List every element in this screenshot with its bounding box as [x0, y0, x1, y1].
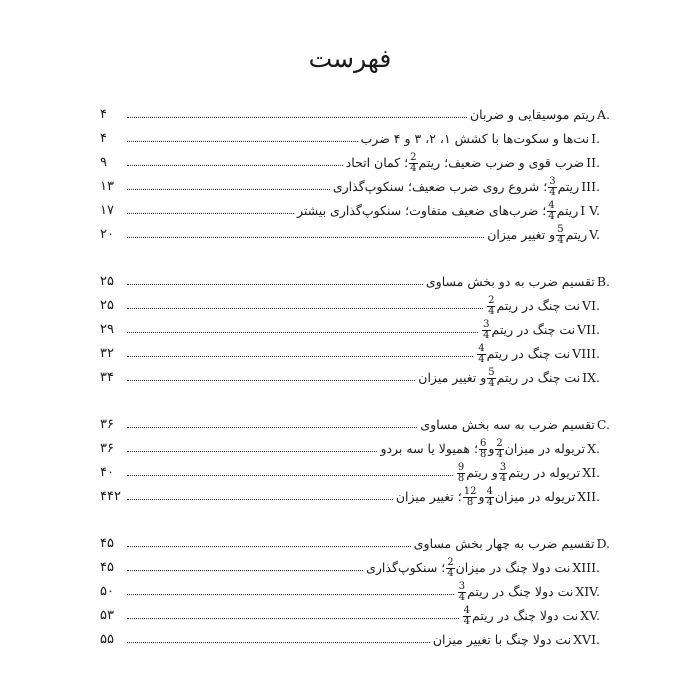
toc-page-number: ۴۵ [100, 536, 114, 551]
toc-entry-number: III. [581, 179, 600, 194]
time-signature-numerator: 3 [458, 581, 466, 592]
toc-entry-label [487, 222, 600, 246]
time-signature-denominator: 4 [548, 210, 555, 222]
time-signature-numerator: 2 [410, 152, 417, 163]
toc-page-number: ۱۷ [100, 203, 114, 218]
time-signature-numerator: 12 [463, 486, 477, 497]
toc-entry-number: B. [596, 274, 610, 289]
time-signature [463, 487, 478, 507]
toc-entry-number: VIII. [572, 346, 600, 361]
toc-page-number: ۳۴ [100, 370, 114, 385]
time-signature-denominator: 4 [549, 186, 556, 198]
toc-item[interactable] [100, 218, 610, 246]
time-signature [485, 487, 493, 507]
toc-entry-label [426, 274, 610, 289]
time-signature-denominator: 4 [557, 234, 564, 246]
time-signature-numerator: 2 [488, 295, 495, 306]
time-signature [482, 320, 490, 340]
toc-item[interactable] [100, 313, 610, 341]
toc-entry-label [296, 198, 600, 222]
toc-entry-number: I. [591, 131, 600, 146]
toc-entry-text: ؛ همیولا یا سه بردو [380, 441, 478, 456]
toc-entry-text: ریتم [565, 227, 588, 242]
toc-entry-text: نت دولا چنگ در میزان [455, 560, 571, 575]
table-of-contents [100, 98, 610, 647]
time-signature-denominator: 4 [499, 472, 507, 484]
time-signature [463, 606, 471, 626]
time-signature-numerator: 5 [488, 367, 495, 378]
toc-entry-label [433, 632, 600, 647]
dot-leader [127, 593, 454, 595]
time-signature-denominator: 4 [463, 615, 470, 627]
toc-entry-text: ؛ کمان اتحاد [345, 155, 409, 170]
toc-entry-text: نت چنگ در ریتم [486, 346, 571, 361]
time-signature [446, 558, 454, 578]
time-signature-numerator: 4 [478, 343, 485, 354]
toc-page-number: ۴۵ [100, 560, 114, 575]
time-signature-numerator: 6 [479, 438, 487, 449]
toc-entry-text: ؛ ضرب‌های ضعیف متفاوت؛ سنکوپ‌گذاری بیشتر [296, 203, 547, 218]
toc-entry-label [420, 417, 610, 432]
toc-entry-text: ؛ سنکوپ‌گذاری [366, 560, 446, 575]
toc-entry-label [486, 293, 600, 317]
toc-entry-text: و تغییر میزان [487, 227, 556, 242]
toc-entry-number: XIV. [575, 584, 600, 599]
toc-entry-label [462, 603, 600, 627]
toc-item[interactable] [100, 122, 610, 146]
toc-entry-number: C. [596, 417, 610, 432]
dot-leader [127, 641, 430, 643]
toc-entry-text: و [478, 489, 485, 504]
time-signature-numerator: 2 [447, 557, 454, 568]
toc-page-number: ۴۴۲ [100, 489, 121, 504]
time-signature-numerator: 4 [486, 486, 493, 497]
toc-entry-text: تقسیم ضرب به چهار بخش مساوی [413, 536, 595, 551]
toc-entry-number: V. [589, 227, 600, 242]
toc-section[interactable] [100, 98, 610, 122]
toc-item[interactable] [100, 337, 610, 365]
dot-leader [127, 140, 358, 142]
time-signature [487, 368, 495, 388]
toc-entry-text: نت دولا چنگ با تغییر میزان [432, 632, 572, 647]
toc-page-number: ۵۳ [100, 608, 114, 623]
toc-entry-number: VII. [577, 322, 600, 337]
toc-entry-text: نت دولا چنگ در ریتم [472, 608, 579, 623]
toc-page-number: ۴ [100, 131, 107, 146]
dot-leader [127, 236, 484, 238]
toc-entry-label [456, 460, 600, 484]
toc-entry-text: ریتم [557, 179, 580, 194]
toc-entry-label [457, 579, 600, 603]
toc-entry-number: X. [587, 441, 600, 456]
time-signature-denominator: 8 [479, 448, 487, 460]
time-signature [477, 344, 485, 364]
toc-page-number: ۳۶ [100, 441, 114, 456]
time-signature-denominator: 4 [483, 329, 490, 341]
time-signature-numerator: 2 [496, 438, 503, 449]
dot-leader [127, 355, 473, 357]
time-signature [556, 225, 564, 245]
toc-entry-text: نت چنگ در ریتم [496, 370, 581, 385]
toc-entry-label [481, 317, 600, 341]
time-signature-numerator: 3 [499, 462, 507, 473]
dot-leader [127, 164, 343, 166]
toc-entry-label [380, 436, 600, 460]
toc-entry-label [470, 107, 610, 122]
toc-item[interactable] [100, 456, 610, 484]
toc-entry-text: ریتم [556, 203, 579, 218]
time-signature [487, 296, 495, 316]
toc-entry-text: نت چنگ در ریتم [496, 298, 581, 313]
toc-entry-number: A. [596, 107, 610, 122]
toc-entry-number: XIII. [572, 560, 600, 575]
toc-item[interactable] [100, 289, 610, 317]
time-signature-numerator: 3 [549, 176, 556, 187]
dot-leader [127, 474, 453, 476]
toc-page-number: ۳۲ [100, 346, 114, 361]
time-signature-denominator: 4 [410, 162, 417, 174]
time-signature-numerator: 9 [457, 462, 465, 473]
dot-leader [127, 307, 483, 309]
toc-page-number: ۳۶ [100, 417, 114, 432]
time-signature-denominator: 8 [457, 472, 465, 484]
time-signature-denominator: 4 [458, 591, 466, 603]
toc-page-number: ۹ [100, 155, 107, 170]
toc-item[interactable] [100, 194, 610, 222]
toc-entry-label [395, 484, 600, 508]
toc-page-number: ۲۰ [100, 227, 114, 242]
toc-entry-number: I V. [580, 203, 600, 218]
toc-page-number: ۵۰ [100, 584, 114, 599]
toc-item[interactable] [100, 599, 610, 627]
toc-entry-label [418, 365, 600, 389]
page-title: فهرست [308, 44, 392, 73]
dot-leader [127, 188, 330, 190]
toc-entry-text: ضرب قوی و ضرب ضعیف؛ ریتم [418, 155, 585, 170]
toc-entry-label [366, 555, 600, 579]
time-signature-numerator: 4 [548, 200, 555, 211]
toc-entry-label [476, 341, 600, 365]
toc-entry-label [345, 150, 600, 174]
toc-entry-number: D. [596, 536, 610, 551]
toc-entry-text: و ریتم [466, 465, 498, 480]
toc-item[interactable] [100, 432, 610, 460]
toc-entry-label [361, 131, 600, 146]
time-signature [499, 463, 507, 483]
toc-entry-number: VI. [582, 298, 600, 313]
dot-leader [127, 450, 377, 452]
dot-leader [127, 569, 363, 571]
time-signature [495, 439, 503, 459]
toc-item[interactable] [100, 623, 610, 647]
toc-item[interactable] [100, 170, 610, 198]
toc-page-number: ۱۳ [100, 179, 114, 194]
dot-leader [127, 498, 393, 500]
toc-entry-text: نت چنگ در ریتم [491, 322, 576, 337]
toc-entry-number: XI. [582, 465, 600, 480]
time-signature-numerator: 4 [463, 605, 470, 616]
toc-page-number: ۲۵ [100, 298, 114, 313]
time-signature [547, 201, 555, 221]
toc-entry-text: تریوله در میزان [504, 441, 586, 456]
dot-leader [127, 116, 467, 118]
time-signature-denominator: 4 [488, 377, 495, 389]
time-signature [409, 153, 417, 173]
toc-item[interactable] [100, 480, 610, 508]
toc-entry-text: نت‌ها و سکوت‌ها با کشش ۱، ۲، ۳ و ۴ ضرب [360, 131, 590, 146]
dot-leader [127, 545, 411, 547]
toc-entry-text: ؛ شروع روی ضرب ضعیف؛ سنکوپ‌گذاری [332, 179, 548, 194]
toc-page-number: ۴۰ [100, 465, 114, 480]
toc-page-number: ۵۵ [100, 632, 114, 647]
time-signature-denominator: 4 [447, 567, 454, 579]
toc-entry-label [332, 174, 600, 198]
toc-entry-text: و [488, 441, 495, 456]
toc-entry-number: XVI. [573, 632, 600, 647]
time-signature [548, 177, 556, 197]
toc-page-number: ۴ [100, 107, 107, 122]
time-signature-denominator: 4 [488, 305, 495, 317]
toc-section[interactable] [100, 408, 610, 432]
dot-leader [127, 426, 417, 428]
time-signature-numerator: 3 [483, 319, 490, 330]
toc-entry-text: ؛ تغییر میزان [395, 489, 462, 504]
time-signature-denominator: 8 [466, 496, 474, 508]
dot-leader [127, 617, 459, 619]
time-signature-denominator: 4 [496, 448, 503, 460]
toc-entry-text: ریتم موسیقایی و ضربان [470, 107, 595, 122]
toc-item[interactable] [100, 551, 610, 579]
toc-entry-number: II. [586, 155, 600, 170]
time-signature [458, 582, 466, 602]
toc-entry-text: و تغییر میزان [418, 370, 487, 385]
toc-entry-number: XV. [580, 608, 600, 623]
dot-leader [127, 212, 294, 214]
toc-entry-text: تریوله در ریتم [508, 465, 581, 480]
time-signature [479, 439, 487, 459]
time-signature-denominator: 4 [478, 353, 485, 365]
toc-item[interactable] [100, 361, 610, 389]
time-signature-numerator: 5 [557, 224, 564, 235]
toc-entry-text: نت دولا چنگ در ریتم [467, 584, 574, 599]
toc-page-number: ۲۹ [100, 322, 114, 337]
toc-section[interactable] [100, 265, 610, 289]
dot-leader [127, 379, 415, 381]
toc-entry-number: XII. [577, 489, 600, 504]
toc-item[interactable] [100, 146, 610, 174]
dot-leader [127, 331, 478, 333]
toc-entry-text: تقسیم ضرب به دو بخش مساوی [425, 274, 595, 289]
toc-entry-label [414, 536, 610, 551]
toc-page-number: ۲۵ [100, 274, 114, 289]
time-signature-denominator: 4 [486, 496, 493, 508]
dot-leader [127, 283, 423, 285]
toc-item[interactable] [100, 575, 610, 603]
toc-entry-text: تریوله در میزان [494, 489, 576, 504]
toc-entry-number: IX. [582, 370, 600, 385]
toc-section[interactable] [100, 527, 610, 551]
time-signature [457, 463, 465, 483]
toc-entry-text: تقسیم ضرب به سه بخش مساوی [420, 417, 595, 432]
